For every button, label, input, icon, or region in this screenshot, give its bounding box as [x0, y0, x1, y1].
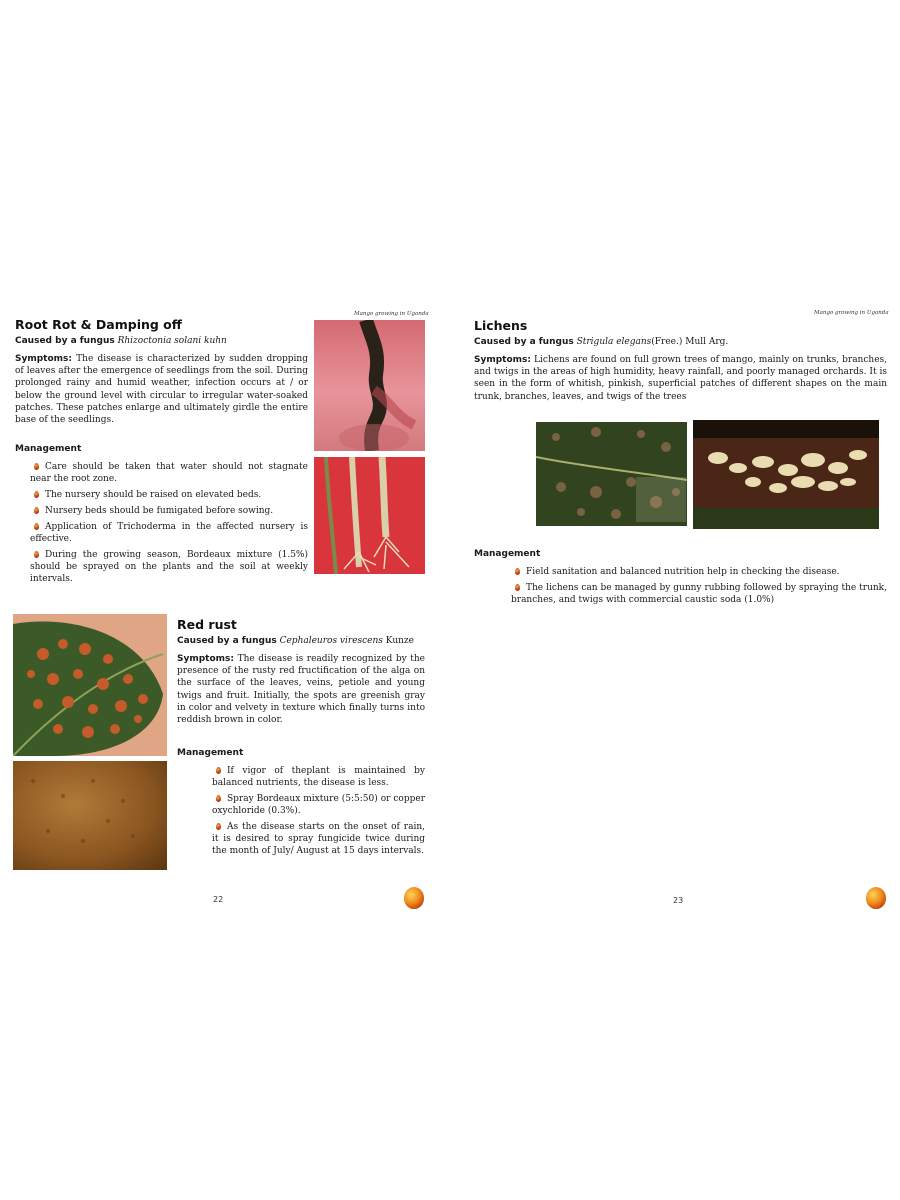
management-list-lichens	[511, 566, 887, 610]
lichen-leaf-illustration	[536, 422, 687, 526]
management-item: Field sanitation and balanced nutrition help in checking the disease.	[511, 566, 887, 578]
symptoms-label: Symptoms:	[15, 354, 72, 364]
symptoms-label: Symptoms:	[474, 355, 531, 365]
management-item: If vigor of theplant is maintained by balanced nutrients, the disease is less.	[212, 766, 425, 788]
management-item: As the disease starts on the onset of rain, it is desired to spray fungicide twice during the month of July/ August at 15 days intervals.	[212, 822, 425, 856]
fruit-surface-illustration	[13, 761, 167, 870]
seedling-root-rot-photo	[314, 320, 425, 451]
mango-bullet-icon	[34, 551, 39, 558]
mango-bullet-icon	[34, 491, 39, 498]
pathogen-author: Kunze	[382, 636, 414, 646]
section-title-root-rot: Root Rot & Damping off	[15, 317, 182, 332]
symptoms-paragraph	[474, 354, 887, 403]
management-item: The nursery should be raised on elevated beds.	[30, 489, 308, 501]
mango-bullet-icon	[515, 568, 520, 575]
red-rust-fruit-photo	[13, 761, 167, 870]
cause-line	[474, 337, 728, 347]
pathogen-name: Strigula elegans	[576, 337, 652, 347]
cause-line	[177, 636, 414, 646]
mango-bullet-icon	[34, 523, 39, 530]
management-heading: Management	[474, 549, 541, 559]
mango-bullet-icon	[216, 823, 221, 830]
mango-bullet-icon	[34, 463, 39, 470]
cause-line	[15, 336, 227, 346]
leaf-with-spots-illustration	[13, 614, 167, 756]
management-item: Spray Bordeaux mixture (5:5:50) or copper oxychloride (0.3%).	[212, 794, 425, 816]
symptoms-paragraph	[177, 653, 425, 726]
lichen-leaf-photo	[536, 422, 687, 526]
management-item: Nursery beds should be fumigated before sowing.	[30, 505, 308, 517]
pathogen-name: Cephaleuros virescens	[279, 636, 383, 646]
cause-prefix: Caused by a fungus	[177, 636, 277, 646]
symptoms-text: The disease is readily recognized by the presence of the rusty red fructification of the alga on the surface of the leaves, veins, petiole and young twigs and fruit. Initially, the spots are greenish gray in color and velvety in texture which finally turns into reddish brown in color.	[177, 654, 425, 726]
mango-logo-icon	[404, 887, 424, 909]
symptoms-paragraph	[15, 353, 308, 426]
running-header: Mango growing in Uganda	[354, 311, 429, 317]
management-item: The lichens can be managed by gunny rubbing followed by spraying the trunk, branches, and twigs with commercial caustic soda (1.0%)	[511, 583, 887, 605]
symptoms-text: Lichens are found on full grown trees of mango, mainly on trunks, branches, and twigs in the areas of high humidity, heavy rainfall, and poorly managed orchards. It is seen in the form of whitish, pinkish, superficial patches of different shapes on the main trunk, branches, leaves, and twigs of the trees	[474, 355, 887, 402]
management-list-red-rust	[212, 765, 425, 861]
pathogen-author: (Free.) Mull Arg.	[651, 337, 729, 347]
mango-bullet-icon	[34, 507, 39, 514]
management-item: Care should be taken that water should not stagnate near the root zone.	[30, 462, 308, 484]
cause-prefix: Caused by a fungus	[15, 336, 115, 346]
symptoms-text: The disease is characterized by sudden dropping of leaves after the emergence of seedlings from the soil. During prolonged rainy and humid weather, infection occurs at / or below the ground level with circular to irregular water-soaked patches. These patches enlarge and ultimately girdle the entire base of the seedlings.	[15, 354, 308, 426]
mango-bullet-icon	[515, 584, 520, 591]
page-number: 23	[673, 896, 684, 905]
mango-bullet-icon	[216, 767, 221, 774]
management-item: During the growing season, Bordeaux mixture (1.5%) should be sprayed on the plants and the soil at weekly intervals.	[30, 550, 308, 584]
pathogen-name: Rhizoctonia solani kuhn	[117, 336, 227, 346]
roots-illustration	[314, 457, 425, 574]
lichen-trunk-illustration	[693, 420, 879, 529]
section-title-red-rust: Red rust	[177, 617, 237, 632]
management-item: Application of Trichoderma in the affected nursery is effective.	[30, 522, 308, 544]
page-number: 22	[213, 895, 224, 904]
management-heading: Management	[15, 444, 82, 454]
section-title-lichens: Lichens	[474, 318, 528, 333]
running-header: Mango growing in Uganda	[814, 310, 889, 316]
damping-off-roots-photo	[314, 457, 425, 574]
seedling-stem-illustration	[314, 320, 425, 451]
management-list-root-rot	[30, 461, 308, 589]
symptoms-label: Symptoms:	[177, 654, 234, 664]
management-heading: Management	[177, 748, 244, 758]
red-rust-leaf-photo	[13, 614, 167, 756]
mango-bullet-icon	[216, 795, 221, 802]
mango-logo-icon	[866, 887, 886, 909]
lichen-trunk-photo	[693, 420, 879, 529]
cause-prefix: Caused by a fungus	[474, 337, 574, 347]
